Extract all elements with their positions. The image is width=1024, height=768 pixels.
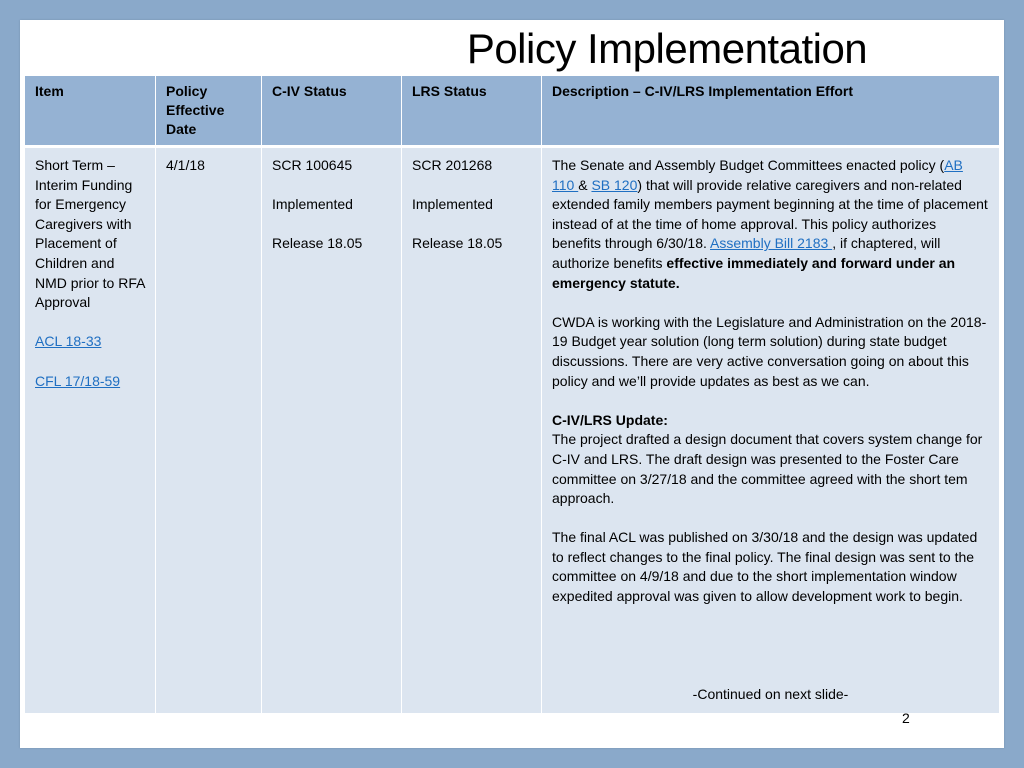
civ-status-text: Implemented [272,196,353,213]
slide [20,20,1004,748]
item-text: Short Term – Interim Funding for Emergency Caregivers with Placement of Children and NMD prior to RFA Approval [35,157,145,311]
description-paragraph-1: The Senate and Assembly Budget Committees enacted policy (AB 110 & SB 120) that will provide relative caregivers and non-related extended family members payment beginning at the time of placement instead of at the time of home approval. This policy authorizes benefits through 6/30/18. Assembly Bill 2183 , if chaptered, will authorize benefits effective immediately and forward under an emergency statute. [552,157,988,291]
cell-civ-status [262,148,402,713]
policy-table [25,76,999,713]
cell-item [25,148,156,713]
header-civ-status: C-IV Status [262,76,402,148]
civ-scr: SCR 100645 [272,157,353,173]
lrs-scr: SCR 201268 [412,157,493,173]
header-description: Description – C-IV/LRS Implementation Effort [542,76,999,148]
page-title: Policy Implementation [466,25,868,72]
policy-date-text: 4/1/18 [166,157,205,173]
cell-description [542,148,999,713]
table-row [25,148,999,713]
lrs-status-text: Implemented [412,196,493,213]
header-policy-date: Policy Effective Date [156,76,262,148]
cell-lrs-status [402,148,542,713]
cfl-link[interactable]: CFL 17/18-59 [35,372,121,389]
acl-link[interactable]: ACL 18-33 [35,333,102,350]
civ-release: Release 18.05 [272,235,363,252]
sb120-link[interactable]: SB 120 [591,176,638,193]
update-heading: C-IV/LRS Update: [552,411,668,428]
description-paragraph-3: The project drafted a design document that covers system change for C-IV and LRS. The draft design was presented to the Foster Care committee on 3/27/18 and the committee agreed with the short tem approach. [552,431,983,507]
continued-note: -Continued on next slide- [692,686,849,703]
ab2183-link[interactable]: Assembly Bill 2183 [710,235,833,252]
header-item: Item [25,76,156,148]
page-number: 2 [902,710,910,726]
cell-policy-date [156,148,262,713]
description-paragraph-2: CWDA is working with the Legislature and Administration on the 2018-19 Budget year solution (long term solution) during state budget discussions. There are very active conversation going on about this policy and we’ll provide updates as best as we can. [552,313,987,389]
ab110-link[interactable]: AB 110 [552,157,963,193]
header-lrs-status: LRS Status [402,76,542,148]
description-paragraph-4: The final ACL was published on 3/30/18 and the design was updated to reflect changes to the final policy. The final design was sent to the committee on 4/9/18 and due to the short implementation window expedited approval was given to allow development work to begin. [552,529,978,605]
lrs-release: Release 18.05 [412,235,503,252]
table-header-row [25,76,999,148]
